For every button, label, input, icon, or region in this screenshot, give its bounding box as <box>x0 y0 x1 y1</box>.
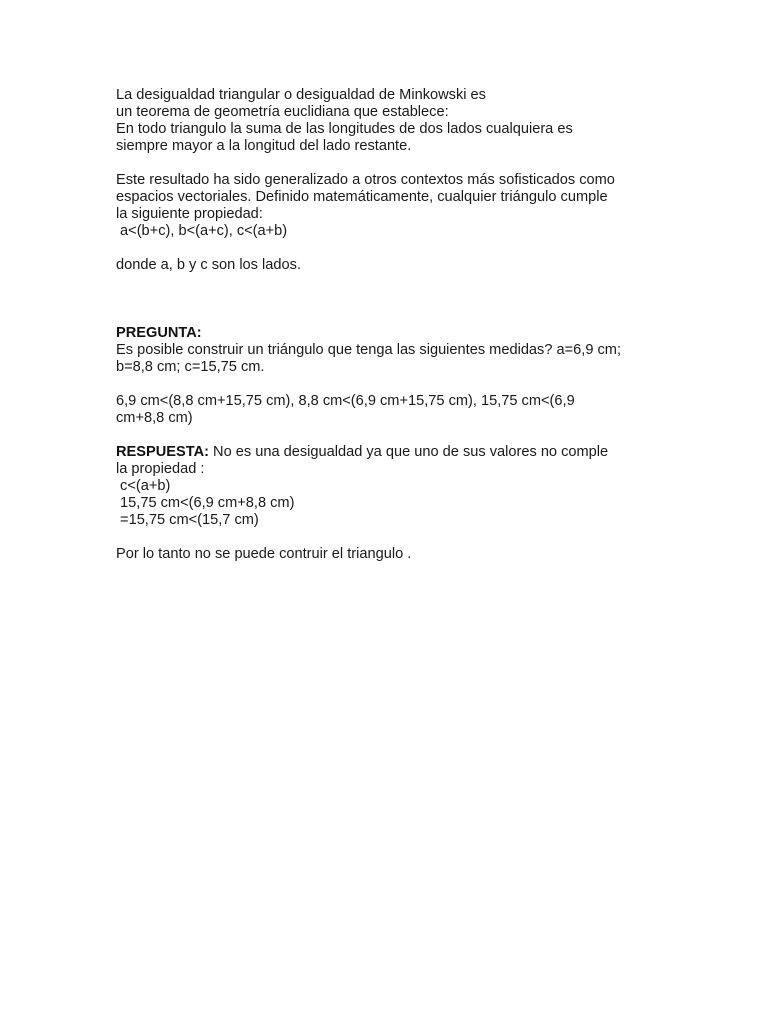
conclusion-line: Por lo tanto no se puede contruir el triangulo . <box>116 546 412 562</box>
answer-line: 15,75 cm<(6,9 cm+8,8 cm) <box>116 495 295 511</box>
question-line: Es posible construir un triángulo que tenga las siguientes medidas? a=6,9 cm; <box>116 342 622 358</box>
generalization-line: la siguiente propiedad: <box>116 206 263 222</box>
question-section <box>116 325 676 376</box>
document-page <box>116 87 676 563</box>
generalization-line: Este resultado ha sido generalizado a otros contextos más sofisticados como <box>116 172 615 188</box>
answer-label: RESPUESTA: <box>116 444 209 460</box>
inequality-line: cm+8,8 cm) <box>116 410 193 426</box>
section-gap <box>116 274 676 325</box>
paragraph-gap <box>116 240 676 257</box>
intro-line: En todo triangulo la suma de las longitudes de dos lados cualquiera es <box>116 121 573 137</box>
paragraph-gap <box>116 155 676 172</box>
answer-line: la propiedad : <box>116 461 205 477</box>
question-line: b=8,8 cm; c=15,75 cm. <box>116 359 265 375</box>
formula-line: a<(b+c), b<(a+c), c<(a+b) <box>116 223 288 239</box>
question-label-line <box>116 325 676 342</box>
intro-paragraph <box>116 87 676 155</box>
answer-first-line <box>116 444 676 461</box>
paragraph-gap <box>116 376 676 393</box>
intro-line: La desigualdad triangular o desigualdad de Minkowski es <box>116 87 486 103</box>
answer-section <box>116 444 676 529</box>
inequalities-paragraph <box>116 393 676 427</box>
paragraph-gap <box>116 427 676 444</box>
question-label: PREGUNTA: <box>116 325 202 341</box>
answer-text: No es una desigualdad ya que uno de sus valores no comple <box>208 444 609 460</box>
answer-line: =15,75 cm<(15,7 cm) <box>116 512 259 528</box>
paragraph-gap <box>116 529 676 546</box>
inequality-line: 6,9 cm<(8,8 cm+15,75 cm), 8,8 cm<(6,9 cm+15,75 cm), 15,75 cm<(6,9 <box>116 393 575 409</box>
intro-line: siempre mayor a la longitud del lado restante. <box>116 138 412 154</box>
answer-line: c<(a+b) <box>116 478 171 494</box>
intro-line: un teorema de geometría euclidiana que establece: <box>116 104 449 120</box>
generalization-line: espacios vectoriales. Definido matemáticamente, cualquier triángulo cumple <box>116 189 608 205</box>
where-line: donde a, b y c son los lados. <box>116 257 301 273</box>
generalization-paragraph <box>116 172 676 240</box>
